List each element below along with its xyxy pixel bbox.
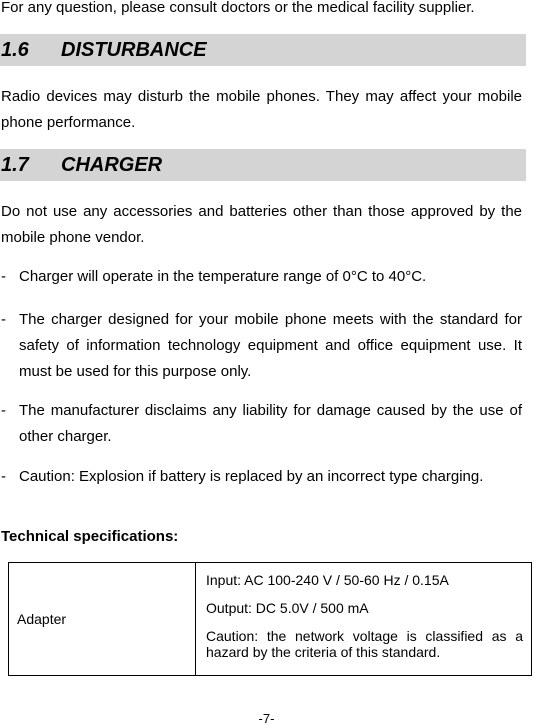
spec-values-cell: [196, 563, 532, 676]
bullet-text: The manufacturer disclaims any liability for damage caused by the use of other charger.: [19, 402, 522, 445]
spec-caution: Caution: the network voltage is classified as a hazard by the criteria of this standard.: [206, 628, 523, 660]
table-row: [9, 563, 532, 676]
section-header-charger: [0, 149, 526, 181]
bullet-marker: -: [1, 268, 6, 285]
page-number: -7-: [258, 711, 275, 726]
bullet-marker: -: [1, 311, 6, 328]
bullet-marker: -: [1, 468, 6, 485]
spec-input: Input: AC 100-240 V / 50-60 Hz / 0.15A: [206, 572, 449, 588]
bullet-text: The charger designed for your mobile phone meets with the standard for safety of information technology equipment and office equipment use. It must be used for this purpose only.: [19, 311, 522, 380]
bullet-text: Caution: Explosion if battery is replaced by an incorrect type charging.: [19, 468, 484, 485]
bullet-text: Charger will operate in the temperature range of 0°C to 40°C.: [19, 268, 427, 285]
list-item: [1, 307, 522, 385]
intro-line: For any question, please consult doctors or the medical facility supplier.: [1, 0, 475, 16]
list-item: [1, 264, 522, 290]
charger-paragraph: Do not use any accessories and batteries other than those approved by the mobile phone vendor.: [1, 203, 522, 246]
section-number: 1.7: [1, 154, 29, 176]
disturbance-paragraph: Radio devices may disturb the mobile phones. They may affect your mobile phone performance.: [1, 88, 522, 131]
bullet-marker: -: [1, 402, 6, 419]
spec-label-cell: Adapter: [9, 563, 196, 676]
section-title: CHARGER: [61, 154, 163, 176]
list-item: [1, 464, 522, 490]
section-number: 1.6: [1, 39, 29, 61]
section-header-disturbance: [0, 34, 526, 66]
technical-specifications-heading: Technical specifications:: [1, 528, 179, 545]
list-item: [1, 398, 522, 450]
specifications-table: [8, 562, 532, 676]
spec-output: Output: DC 5.0V / 500 mA: [206, 600, 369, 616]
section-title: DISTURBANCE: [61, 39, 207, 61]
